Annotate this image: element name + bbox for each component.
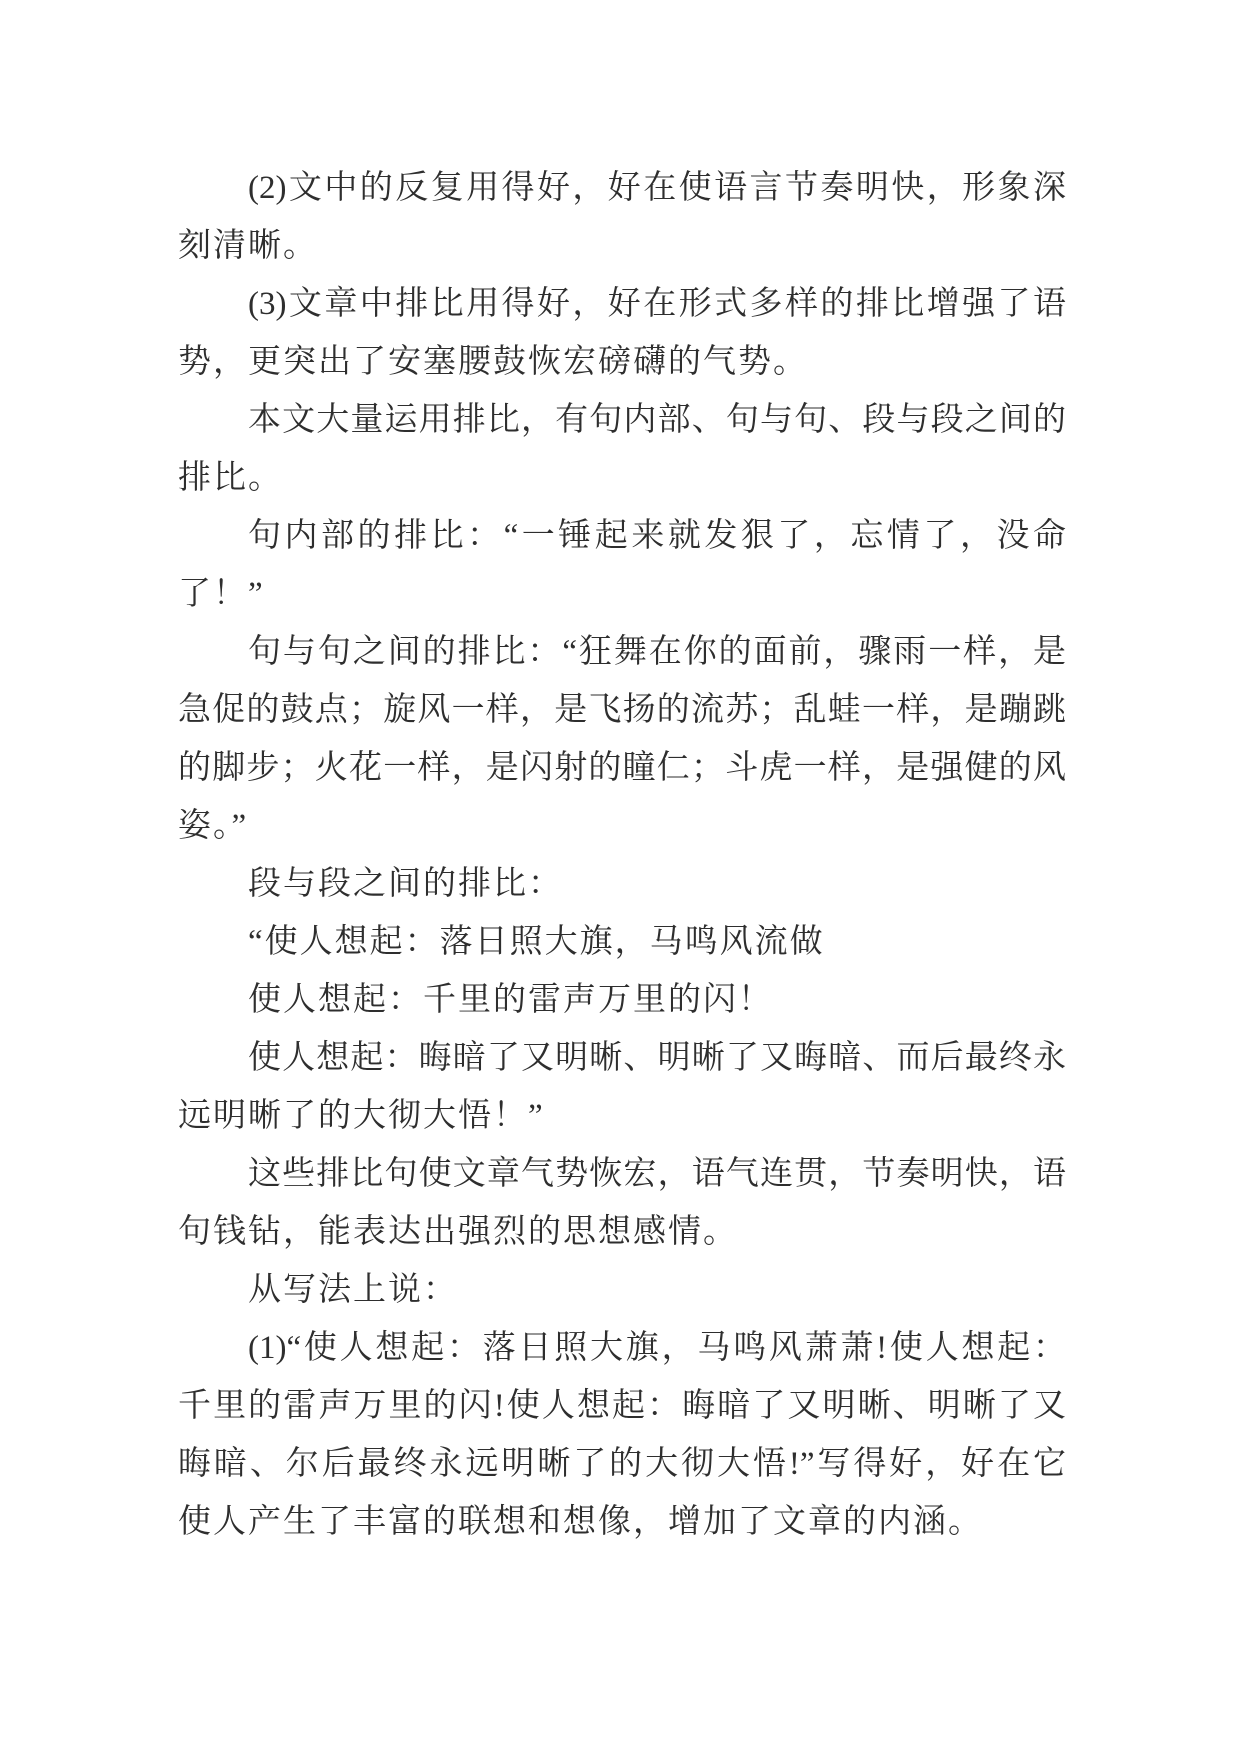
text-line: 从写法上说： [248,1272,458,1308]
text-line: (3)文章中排比用得好，好在形式多样的排比增强了语 [248,286,1066,322]
text-line: 使人想起：千里的雷声万里的闪！ [248,982,773,1018]
text-line: “使人想起：落日照大旗，马鸣风流做 [248,924,825,960]
text-line: 远明晰了的大彻大悟！” [178,1098,545,1134]
text-line: 千里的雷声万里的闪!使人想起：晦暗了又明晰、明晰了又 [178,1388,1066,1424]
text-line: 段与段之间的排比： [248,866,563,902]
text-line: 句内部的排比：“一锤起来就发狠了，忘情了，没命 [248,518,1066,554]
text-line: 使人产生了丰富的联想和想像，增加了文章的内涵。 [178,1504,983,1540]
text-line: (2)文中的反复用得好，好在使语言节奏明快，形象深 [248,170,1066,206]
text-line: 晦暗、尔后最终永远明晰了的大彻大悟!”写得好，好在它 [178,1446,1066,1482]
text-line: 急促的鼓点；旋风一样，是飞扬的流苏；乱蛙一样，是蹦跳 [178,692,1066,728]
text-line: 姿。” [178,808,249,844]
text-line: 本文大量运用排比，有句内部、句与句、段与段之间的 [248,402,1066,438]
document-text-block [178,159,1066,1551]
text-line: 了！” [178,576,265,612]
text-line: 的脚步；火花一样，是闪射的瞳仁；斗虎一样，是强健的风 [178,750,1066,786]
text-line: 句钱钻，能表达出强烈的思想感情。 [178,1214,738,1250]
text-line: 刻清晰。 [178,228,318,264]
text-line: 这些排比句使文章气势恢宏，语气连贯，节奏明快，语 [248,1156,1066,1192]
text-line: 句与句之间的排比：“狂舞在你的面前，骤雨一样，是 [248,634,1066,670]
text-line: 使人想起：晦暗了又明晰、明晰了又晦暗、而后最终永 [248,1040,1066,1076]
text-line: (1)“使人想起：落日照大旗，马鸣风萧萧!使人想起： [248,1330,1066,1366]
text-line: 排比。 [178,460,283,496]
text-line: 势，更突出了安塞腰鼓恢宏磅礴的气势。 [178,344,808,380]
